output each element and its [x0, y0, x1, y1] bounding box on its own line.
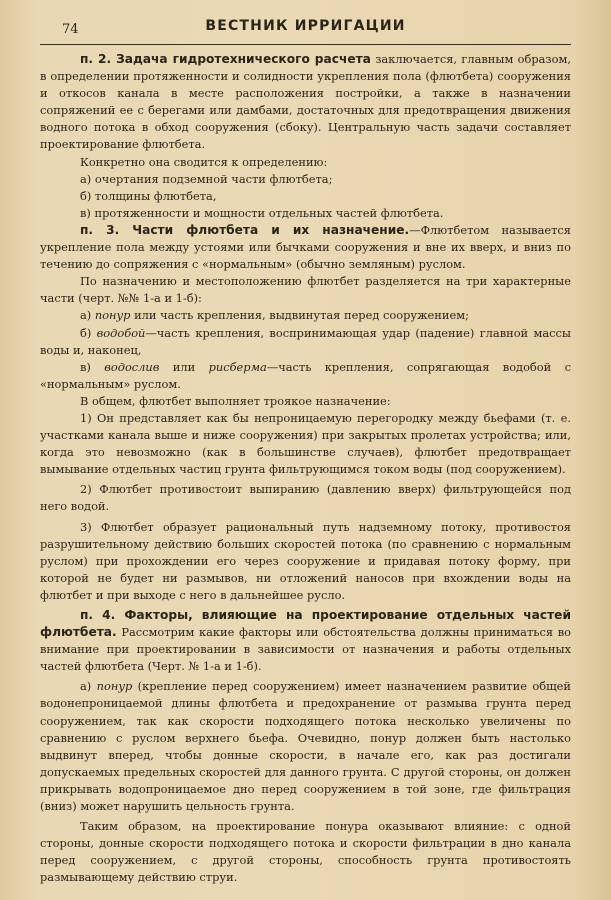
section-2-item-c: в) протяженности и мощности отдельных частей флютбета. [80, 205, 444, 220]
section-4-final: Таким образом, на проектирование понура оказывают влияние: с одной стороны, донные скорости подходящего потока и скорости фильтрации в дно канала перед сооружением, с другой стороны, способность грунта противостоять размывающему действию струи. [40, 819, 571, 885]
section-2-item-a: а) очертания подземной части флютбета; [80, 171, 333, 186]
section-3-item-c [40, 359, 571, 393]
term-vodosliv: водослив [104, 359, 160, 374]
section-2-text: заключается, главным образом, в определении протяженности и солидности укрепления пола (флютбета) сооружения и откосов канала в месте расположения постройки, а также в назначении сопряжений ее с берегами или дамбами, достаточных для предотвращения движения водного потока в обход сооружения (сбоку). Центральную часть задачи составляет проектирование флютбета. [40, 52, 571, 152]
purpose-2: 2) Флютбет противостоит выпиранию (давлению вверх) фильтрующейся под него водой. [40, 482, 571, 514]
section-3-item-a [40, 307, 571, 324]
section-2-concrete: Конкретно она сводится к определению: [80, 154, 328, 169]
section-4-item-a [40, 678, 571, 815]
term-vodoboi: водобой [96, 325, 146, 340]
item-text: —часть крепления, воспринимающая удар (падение) главной массы воды и, наконец, [40, 325, 571, 357]
purpose-1: 1) Он представляет как бы непроницаемую перегородку между бьефами (т. е. участками канала выше и ниже сооружения) при закрытых пролетах устройства; или, когда это невозможно (как в большинстве случаев), флютбет предотвращает вымывание отдельных частиц грунта фильтрующимся током воды (под сооружением). [40, 410, 571, 477]
purpose-3: 3) Флютбет образует рациональный путь надземному потоку, противостоя разрушительному действию больших скоростей потока (по сравнению с нормальным руслом) при прохождении его через сооружение и придавая потоку форму, при которой не будет ни размывов, ни отложений наносов при вхождении воды на флютбет и при выходе с него в дальнейшее русло. [40, 519, 571, 602]
section-2-paragraph [40, 51, 571, 154]
item-text: (крепление перед сооружением) имеет назначением развитие общей водонепроницаемой длины флютбета и предохранение от размыва грунта перед сооружением, так как скорости подходящего потока несколько увеличены по сравнению с руслом верхнего бьефа. Очевидно, понур должен быть настолько выдвинут вперед, чтобы донные скорости, в начале его, как раз достигали допускаемых предельных скоростей для данного грунта. С другой стороны, он должен прикрывать водопроницаемое дно перед сооружением в той зоне, где фильтрация (вниз) может нарушить цельность грунта. [40, 679, 571, 814]
item-text: —часть крепления, сопрягающая водобой с «нормальным» руслом. [40, 359, 571, 391]
section-3-division: По назначению и местоположению флютбет разделяется на три характерные части (черт. №№ 1-а и 1-б): [40, 274, 571, 306]
item-prefix: в) [80, 359, 105, 374]
section-3-heading: п. 3. Части флютбета и их назначение. [80, 222, 410, 237]
item-prefix: а) [80, 308, 95, 323]
section-4-heading: п. 4. Факторы, влияющие на проектирование отдельных частей флютбета. [40, 608, 571, 640]
section-3-paragraph [40, 222, 571, 273]
journal-title: ВЕСТНИК ИРРИГАЦИИ [205, 18, 406, 34]
term-ponur: понур [96, 679, 133, 694]
section-4-text: Рассмотрим какие факторы или обстоятельства должны приниматься во внимание при проектировании в зависимости от назначения и работы отдельных частей флютбета (Черт. № 1-а и 1-б). [40, 625, 571, 674]
item-connector: или [159, 359, 209, 374]
term-ponur: понур [94, 308, 131, 323]
term-risberma: рисберма [208, 359, 267, 374]
section-3-item-b [40, 325, 571, 359]
item-text: или часть крепления, выдвинутая перед сооружением; [130, 308, 469, 323]
page-number: 74 [62, 22, 79, 37]
section-3-text: —Флютбетом называется укрепление пола между устоями или бычками сооружения и вне их вверх, и вниз по течению до сопряжения с «нормальным» (обычно земляным) руслом. [40, 222, 571, 272]
section-2-item-b: б) толщины флютбета, [80, 188, 217, 203]
item-prefix: а) [80, 679, 97, 694]
item-prefix: б) [80, 325, 97, 340]
section-2-heading: п. 2. Задача гидротехнического расчета [80, 52, 371, 66]
running-header [40, 18, 571, 42]
section-3-general: В общем, флютбет выполняет троякое назначение: [80, 393, 391, 408]
header-rule [40, 44, 571, 45]
section-4-paragraph [40, 607, 571, 675]
